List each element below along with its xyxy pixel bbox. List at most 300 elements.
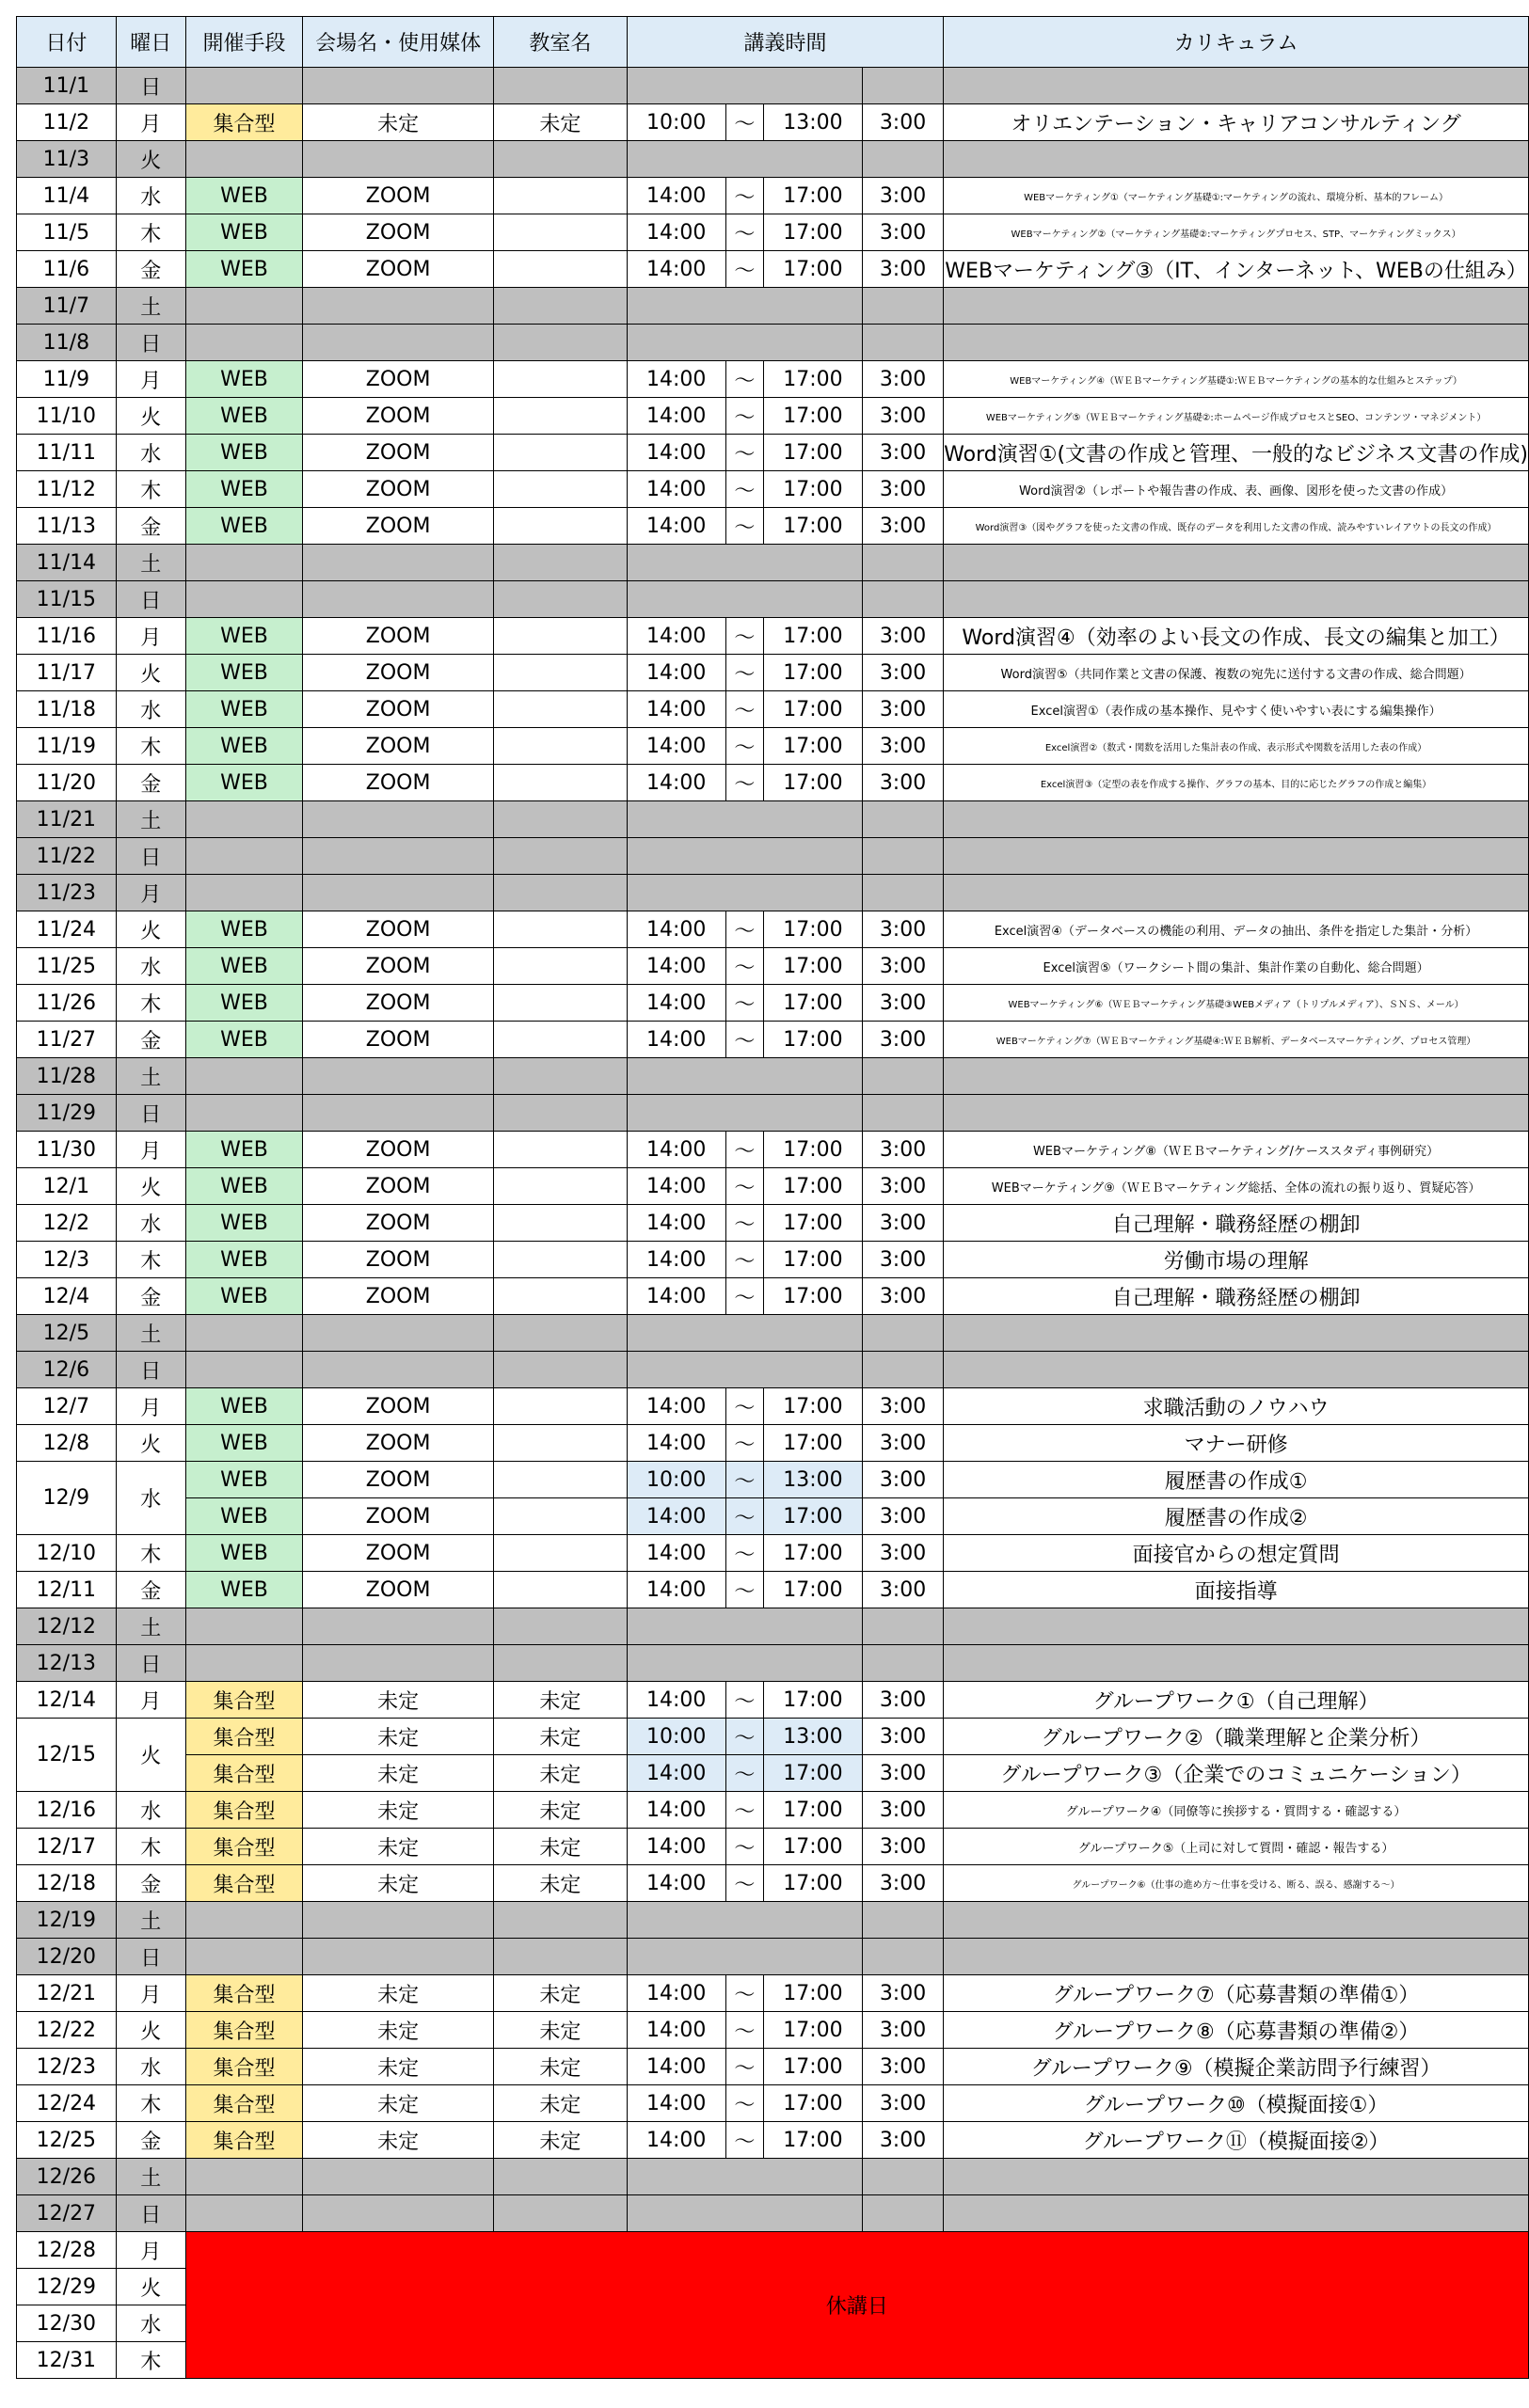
hours-cell bbox=[862, 2159, 943, 2195]
end-time-cell: 17:00 bbox=[763, 1498, 862, 1535]
time-cell bbox=[627, 581, 862, 618]
hours-cell: 3:00 bbox=[862, 655, 943, 691]
room-cell: 未定 bbox=[494, 2122, 628, 2159]
table-row bbox=[17, 1242, 1529, 1278]
curriculum-cell bbox=[944, 838, 1529, 875]
table-row bbox=[17, 1315, 1529, 1352]
day-of-week-cell: 月 bbox=[116, 361, 185, 398]
hours-cell: 3:00 bbox=[862, 691, 943, 728]
room-cell bbox=[494, 728, 628, 765]
venue-cell: ZOOM bbox=[303, 471, 494, 508]
hours-cell: 3:00 bbox=[862, 1975, 943, 2012]
table-row bbox=[17, 691, 1529, 728]
start-time-cell: 14:00 bbox=[627, 1865, 725, 1902]
hours-cell: 3:00 bbox=[862, 1572, 943, 1608]
hours-cell: 3:00 bbox=[862, 2049, 943, 2085]
curriculum-cell: グループワーク③（企業でのコミュニケーション） bbox=[944, 1755, 1529, 1792]
date-cell: 11/29 bbox=[17, 1095, 117, 1132]
tilde-cell: 〜 bbox=[725, 2012, 763, 2049]
start-time-cell: 10:00 bbox=[627, 104, 725, 141]
end-time-cell: 17:00 bbox=[763, 1425, 862, 1462]
table-row bbox=[17, 1645, 1529, 1682]
curriculum-cell: WEBマーケティング①（マーケティング基礎①:マーケティングの流れ、環境分析、基本的フレーム） bbox=[944, 178, 1529, 214]
date-cell: 12/18 bbox=[17, 1865, 117, 1902]
time-cell bbox=[627, 288, 862, 325]
method-cell: WEB bbox=[185, 471, 302, 508]
hours-cell: 3:00 bbox=[862, 1792, 943, 1829]
tilde-cell: 〜 bbox=[725, 1682, 763, 1719]
hours-cell: 3:00 bbox=[862, 1168, 943, 1205]
venue-cell: ZOOM bbox=[303, 251, 494, 288]
curriculum-cell bbox=[944, 1645, 1529, 1682]
tilde-cell: 〜 bbox=[725, 1829, 763, 1865]
end-time-cell: 17:00 bbox=[763, 508, 862, 545]
venue-cell: ZOOM bbox=[303, 1498, 494, 1535]
venue-cell: 未定 bbox=[303, 104, 494, 141]
end-time-cell: 17:00 bbox=[763, 765, 862, 801]
method-cell: WEB bbox=[185, 1168, 302, 1205]
header-room: 教室名 bbox=[494, 17, 628, 68]
table-row bbox=[17, 1132, 1529, 1168]
room-cell bbox=[494, 1352, 628, 1388]
table-row bbox=[17, 838, 1529, 875]
date-cell: 11/11 bbox=[17, 435, 117, 471]
table-row bbox=[17, 508, 1529, 545]
date-cell: 12/1 bbox=[17, 1168, 117, 1205]
hours-cell: 3:00 bbox=[862, 728, 943, 765]
time-cell bbox=[627, 141, 862, 178]
method-cell bbox=[185, 1608, 302, 1645]
curriculum-cell: Excel演習②（数式・関数を活用した集計表の作成、表示形式や関数を活用した表の作成） bbox=[944, 728, 1529, 765]
start-time-cell: 14:00 bbox=[627, 691, 725, 728]
hours-cell: 3:00 bbox=[862, 1829, 943, 1865]
curriculum-cell: Word演習①(文書の作成と管理、一般的なビジネス文書の作成) bbox=[944, 435, 1529, 471]
curriculum-cell bbox=[944, 1058, 1529, 1095]
hours-cell: 3:00 bbox=[862, 435, 943, 471]
room-cell bbox=[494, 2195, 628, 2232]
curriculum-cell: Excel演習③（定型の表を作成する操作、グラフの基本、目的に応じたグラフの作成と編集） bbox=[944, 765, 1529, 801]
curriculum-cell bbox=[944, 141, 1529, 178]
date-cell: 12/5 bbox=[17, 1315, 117, 1352]
table-row bbox=[17, 911, 1529, 948]
hours-cell: 3:00 bbox=[862, 251, 943, 288]
day-of-week-cell: 日 bbox=[116, 325, 185, 361]
tilde-cell: 〜 bbox=[725, 1132, 763, 1168]
curriculum-cell bbox=[944, 2195, 1529, 2232]
curriculum-cell: 自己理解・職務経歴の棚卸 bbox=[944, 1205, 1529, 1242]
day-of-week-cell: 日 bbox=[116, 1095, 185, 1132]
venue-cell: 未定 bbox=[303, 1792, 494, 1829]
venue-cell bbox=[303, 2159, 494, 2195]
method-cell bbox=[185, 581, 302, 618]
curriculum-cell: グループワーク④（同僚等に挨拶する・質問する・確認する） bbox=[944, 1792, 1529, 1829]
date-cell: 12/3 bbox=[17, 1242, 117, 1278]
day-of-week-cell: 土 bbox=[116, 801, 185, 838]
tilde-cell: 〜 bbox=[725, 508, 763, 545]
day-of-week-cell: 金 bbox=[116, 508, 185, 545]
date-cell: 12/16 bbox=[17, 1792, 117, 1829]
date-cell: 12/20 bbox=[17, 1939, 117, 1975]
start-time-cell: 14:00 bbox=[627, 2012, 725, 2049]
venue-cell: ZOOM bbox=[303, 728, 494, 765]
date-cell: 12/13 bbox=[17, 1645, 117, 1682]
date-cell: 11/9 bbox=[17, 361, 117, 398]
room-cell bbox=[494, 361, 628, 398]
method-cell: WEB bbox=[185, 655, 302, 691]
table-row bbox=[17, 765, 1529, 801]
method-cell bbox=[185, 288, 302, 325]
date-cell: 11/23 bbox=[17, 875, 117, 911]
end-time-cell: 17:00 bbox=[763, 911, 862, 948]
method-cell: 集合型 bbox=[185, 2012, 302, 2049]
day-of-week-cell: 火 bbox=[116, 2012, 185, 2049]
table-row bbox=[17, 728, 1529, 765]
day-of-week-cell: 月 bbox=[116, 1132, 185, 1168]
venue-cell: 未定 bbox=[303, 1829, 494, 1865]
table-row bbox=[17, 435, 1529, 471]
method-cell: WEB bbox=[185, 1572, 302, 1608]
method-cell bbox=[185, 325, 302, 361]
method-cell bbox=[185, 1315, 302, 1352]
day-of-week-cell: 土 bbox=[116, 2159, 185, 2195]
date-cell: 11/24 bbox=[17, 911, 117, 948]
time-cell bbox=[627, 1095, 862, 1132]
room-cell: 未定 bbox=[494, 2085, 628, 2122]
table-row bbox=[17, 398, 1529, 435]
hours-cell: 3:00 bbox=[862, 1022, 943, 1058]
curriculum-cell bbox=[944, 801, 1529, 838]
method-cell: 集合型 bbox=[185, 1975, 302, 2012]
day-of-week-cell: 木 bbox=[116, 1535, 185, 1572]
start-time-cell: 14:00 bbox=[627, 1498, 725, 1535]
table-row bbox=[17, 2012, 1529, 2049]
tilde-cell: 〜 bbox=[725, 655, 763, 691]
day-of-week-cell: 水 bbox=[116, 1205, 185, 1242]
day-of-week-cell: 水 bbox=[116, 2049, 185, 2085]
room-cell bbox=[494, 1498, 628, 1535]
hours-cell bbox=[862, 1058, 943, 1095]
time-cell bbox=[627, 1315, 862, 1352]
day-of-week-cell: 日 bbox=[116, 68, 185, 104]
end-time-cell: 13:00 bbox=[763, 1719, 862, 1755]
method-cell: WEB bbox=[185, 618, 302, 655]
venue-cell bbox=[303, 288, 494, 325]
room-cell: 未定 bbox=[494, 1829, 628, 1865]
table-row bbox=[17, 1939, 1529, 1975]
date-cell: 12/25 bbox=[17, 2122, 117, 2159]
method-cell: WEB bbox=[185, 1205, 302, 1242]
hours-cell bbox=[862, 1608, 943, 1645]
day-of-week-cell: 火 bbox=[116, 911, 185, 948]
end-time-cell: 17:00 bbox=[763, 1022, 862, 1058]
table-row bbox=[17, 948, 1529, 985]
day-of-week-cell: 月 bbox=[116, 1388, 185, 1425]
date-cell: 12/9 bbox=[17, 1462, 117, 1535]
day-of-week-cell: 月 bbox=[116, 875, 185, 911]
time-cell bbox=[627, 545, 862, 581]
start-time-cell: 14:00 bbox=[627, 178, 725, 214]
day-of-week-cell: 火 bbox=[116, 655, 185, 691]
date-cell: 12/27 bbox=[17, 2195, 117, 2232]
end-time-cell: 17:00 bbox=[763, 1975, 862, 2012]
table-row bbox=[17, 1425, 1529, 1462]
table-row bbox=[17, 1792, 1529, 1829]
end-time-cell: 17:00 bbox=[763, 435, 862, 471]
tilde-cell: 〜 bbox=[725, 1498, 763, 1535]
venue-cell bbox=[303, 1645, 494, 1682]
method-cell: 集合型 bbox=[185, 1755, 302, 1792]
curriculum-cell: WEBマーケティング⑤（ＷＥＢマーケティング基礎②:ホームページ作成プロセスとSEO、コンテンツ・マネジメント） bbox=[944, 398, 1529, 435]
curriculum-cell: WEBマーケティング②（マーケティング基礎②:マーケティングプロセス、STP、マーケティングミックス） bbox=[944, 214, 1529, 251]
day-of-week-cell: 木 bbox=[116, 1829, 185, 1865]
header-day-of-week: 曜日 bbox=[116, 17, 185, 68]
room-cell bbox=[494, 1902, 628, 1939]
method-cell: WEB bbox=[185, 1425, 302, 1462]
room-cell bbox=[494, 655, 628, 691]
room-cell: 未定 bbox=[494, 104, 628, 141]
end-time-cell: 17:00 bbox=[763, 1829, 862, 1865]
hours-cell: 3:00 bbox=[862, 1132, 943, 1168]
table-row bbox=[17, 1095, 1529, 1132]
tilde-cell: 〜 bbox=[725, 398, 763, 435]
table-row bbox=[17, 1975, 1529, 2012]
venue-cell: 未定 bbox=[303, 2012, 494, 2049]
day-of-week-cell: 月 bbox=[116, 618, 185, 655]
method-cell bbox=[185, 2159, 302, 2195]
venue-cell bbox=[303, 838, 494, 875]
curriculum-cell bbox=[944, 288, 1529, 325]
day-of-week-cell: 土 bbox=[116, 288, 185, 325]
table-row bbox=[17, 581, 1529, 618]
method-cell bbox=[185, 141, 302, 178]
time-cell bbox=[627, 325, 862, 361]
venue-cell bbox=[303, 1902, 494, 1939]
date-cell: 11/7 bbox=[17, 288, 117, 325]
venue-cell: ZOOM bbox=[303, 1205, 494, 1242]
method-cell: WEB bbox=[185, 508, 302, 545]
date-cell: 11/28 bbox=[17, 1058, 117, 1095]
venue-cell: ZOOM bbox=[303, 1462, 494, 1498]
curriculum-cell: 自己理解・職務経歴の棚卸 bbox=[944, 1278, 1529, 1315]
end-time-cell: 17:00 bbox=[763, 1205, 862, 1242]
method-cell bbox=[185, 838, 302, 875]
header-venue: 会場名・使用媒体 bbox=[303, 17, 494, 68]
day-of-week-cell: 木 bbox=[116, 1242, 185, 1278]
table-row bbox=[17, 288, 1529, 325]
hours-cell: 3:00 bbox=[862, 765, 943, 801]
tilde-cell: 〜 bbox=[725, 1755, 763, 1792]
start-time-cell: 14:00 bbox=[627, 1975, 725, 2012]
venue-cell bbox=[303, 1352, 494, 1388]
date-cell: 11/6 bbox=[17, 251, 117, 288]
date-cell: 11/5 bbox=[17, 214, 117, 251]
table-row bbox=[17, 104, 1529, 141]
method-cell bbox=[185, 1352, 302, 1388]
hours-cell bbox=[862, 2195, 943, 2232]
hours-cell bbox=[862, 838, 943, 875]
day-of-week-cell: 日 bbox=[116, 1352, 185, 1388]
venue-cell: 未定 bbox=[303, 2085, 494, 2122]
tilde-cell: 〜 bbox=[725, 985, 763, 1022]
method-cell: WEB bbox=[185, 1278, 302, 1315]
tilde-cell: 〜 bbox=[725, 2049, 763, 2085]
curriculum-cell bbox=[944, 581, 1529, 618]
table-row bbox=[17, 1755, 1529, 1792]
hours-cell: 3:00 bbox=[862, 361, 943, 398]
room-cell: 未定 bbox=[494, 1719, 628, 1755]
day-of-week-cell: 水 bbox=[116, 948, 185, 985]
venue-cell: ZOOM bbox=[303, 398, 494, 435]
end-time-cell: 17:00 bbox=[763, 2012, 862, 2049]
end-time-cell: 17:00 bbox=[763, 1278, 862, 1315]
method-cell bbox=[185, 1939, 302, 1975]
day-of-week-cell: 水 bbox=[116, 1792, 185, 1829]
date-cell: 12/15 bbox=[17, 1719, 117, 1792]
method-cell bbox=[185, 1645, 302, 1682]
room-cell bbox=[494, 1132, 628, 1168]
room-cell bbox=[494, 1058, 628, 1095]
venue-cell: ZOOM bbox=[303, 765, 494, 801]
method-cell bbox=[185, 801, 302, 838]
hours-cell: 3:00 bbox=[862, 2085, 943, 2122]
venue-cell: ZOOM bbox=[303, 178, 494, 214]
venue-cell bbox=[303, 1608, 494, 1645]
hours-cell: 3:00 bbox=[862, 1755, 943, 1792]
table-row bbox=[17, 1865, 1529, 1902]
end-time-cell: 17:00 bbox=[763, 1168, 862, 1205]
curriculum-cell bbox=[944, 1608, 1529, 1645]
start-time-cell: 14:00 bbox=[627, 728, 725, 765]
room-cell bbox=[494, 325, 628, 361]
end-time-cell: 17:00 bbox=[763, 1572, 862, 1608]
date-cell: 12/14 bbox=[17, 1682, 117, 1719]
start-time-cell: 14:00 bbox=[627, 508, 725, 545]
start-time-cell: 14:00 bbox=[627, 1132, 725, 1168]
curriculum-cell: WEBマーケティング⑦（ＷＥＢマーケティング基礎④:ＷＥＢ解析、データベースマーケティング、プロセス管理） bbox=[944, 1022, 1529, 1058]
method-cell: WEB bbox=[185, 1132, 302, 1168]
hours-cell: 3:00 bbox=[862, 214, 943, 251]
tilde-cell: 〜 bbox=[725, 1205, 763, 1242]
method-cell: WEB bbox=[185, 911, 302, 948]
day-of-week-cell: 火 bbox=[116, 1719, 185, 1792]
venue-cell: ZOOM bbox=[303, 214, 494, 251]
table-row bbox=[17, 1205, 1529, 1242]
header-row bbox=[17, 17, 1529, 68]
date-cell: 12/24 bbox=[17, 2085, 117, 2122]
method-cell: 集合型 bbox=[185, 1719, 302, 1755]
table-row bbox=[17, 251, 1529, 288]
curriculum-cell: グループワーク⑩（模擬面接①） bbox=[944, 2085, 1529, 2122]
day-of-week-cell: 月 bbox=[116, 1682, 185, 1719]
room-cell bbox=[494, 1022, 628, 1058]
method-cell: 集合型 bbox=[185, 2049, 302, 2085]
curriculum-cell bbox=[944, 2159, 1529, 2195]
tilde-cell: 〜 bbox=[725, 911, 763, 948]
curriculum-cell: グループワーク②（職業理解と企業分析） bbox=[944, 1719, 1529, 1755]
end-time-cell: 17:00 bbox=[763, 1132, 862, 1168]
venue-cell: ZOOM bbox=[303, 1132, 494, 1168]
venue-cell bbox=[303, 1058, 494, 1095]
day-of-week-cell: 火 bbox=[116, 398, 185, 435]
room-cell bbox=[494, 141, 628, 178]
room-cell bbox=[494, 691, 628, 728]
hours-cell: 3:00 bbox=[862, 2012, 943, 2049]
venue-cell: ZOOM bbox=[303, 508, 494, 545]
room-cell bbox=[494, 765, 628, 801]
start-time-cell: 14:00 bbox=[627, 1755, 725, 1792]
table-row bbox=[17, 1462, 1529, 1498]
day-of-week-cell: 水 bbox=[116, 1462, 185, 1535]
schedule-sheet bbox=[16, 16, 1529, 2379]
hours-cell: 3:00 bbox=[862, 178, 943, 214]
tilde-cell: 〜 bbox=[725, 1865, 763, 1902]
date-cell: 11/16 bbox=[17, 618, 117, 655]
start-time-cell: 14:00 bbox=[627, 214, 725, 251]
method-cell: 集合型 bbox=[185, 1682, 302, 1719]
header-lecture-time: 講義時間 bbox=[627, 17, 943, 68]
hours-cell bbox=[862, 801, 943, 838]
hours-cell bbox=[862, 545, 943, 581]
day-of-week-cell: 火 bbox=[116, 1168, 185, 1205]
room-cell: 未定 bbox=[494, 1975, 628, 2012]
tilde-cell: 〜 bbox=[725, 1792, 763, 1829]
end-time-cell: 17:00 bbox=[763, 691, 862, 728]
room-cell bbox=[494, 435, 628, 471]
tilde-cell: 〜 bbox=[725, 1168, 763, 1205]
date-cell: 12/26 bbox=[17, 2159, 117, 2195]
room-cell bbox=[494, 801, 628, 838]
method-cell: 集合型 bbox=[185, 104, 302, 141]
curriculum-cell bbox=[944, 1095, 1529, 1132]
curriculum-cell bbox=[944, 1939, 1529, 1975]
curriculum-cell: 労働市場の理解 bbox=[944, 1242, 1529, 1278]
hours-cell bbox=[862, 1645, 943, 1682]
header-method: 開催手段 bbox=[185, 17, 302, 68]
tilde-cell: 〜 bbox=[725, 948, 763, 985]
day-of-week-cell: 木 bbox=[116, 2342, 185, 2379]
curriculum-cell bbox=[944, 545, 1529, 581]
date-cell: 12/2 bbox=[17, 1205, 117, 1242]
tilde-cell: 〜 bbox=[725, 435, 763, 471]
method-cell: WEB bbox=[185, 435, 302, 471]
hours-cell: 3:00 bbox=[862, 948, 943, 985]
time-cell bbox=[627, 1608, 862, 1645]
curriculum-cell: Excel演習①（表作成の基本操作、見やすく使いやすい表にする編集操作） bbox=[944, 691, 1529, 728]
venue-cell: ZOOM bbox=[303, 361, 494, 398]
time-cell bbox=[627, 1902, 862, 1939]
curriculum-cell: 履歴書の作成① bbox=[944, 1462, 1529, 1498]
room-cell bbox=[494, 1095, 628, 1132]
curriculum-cell: 求職活動のノウハウ bbox=[944, 1388, 1529, 1425]
date-cell: 11/22 bbox=[17, 838, 117, 875]
method-cell: WEB bbox=[185, 1242, 302, 1278]
hours-cell: 3:00 bbox=[862, 1498, 943, 1535]
date-cell: 12/19 bbox=[17, 1902, 117, 1939]
method-cell: WEB bbox=[185, 251, 302, 288]
table-row bbox=[17, 655, 1529, 691]
hours-cell: 3:00 bbox=[862, 1242, 943, 1278]
method-cell bbox=[185, 68, 302, 104]
end-time-cell: 17:00 bbox=[763, 2049, 862, 2085]
method-cell: WEB bbox=[185, 1462, 302, 1498]
hours-cell bbox=[862, 1352, 943, 1388]
room-cell bbox=[494, 618, 628, 655]
end-time-cell: 17:00 bbox=[763, 398, 862, 435]
end-time-cell: 13:00 bbox=[763, 104, 862, 141]
venue-cell: ZOOM bbox=[303, 1388, 494, 1425]
table-row bbox=[17, 875, 1529, 911]
table-row bbox=[17, 618, 1529, 655]
